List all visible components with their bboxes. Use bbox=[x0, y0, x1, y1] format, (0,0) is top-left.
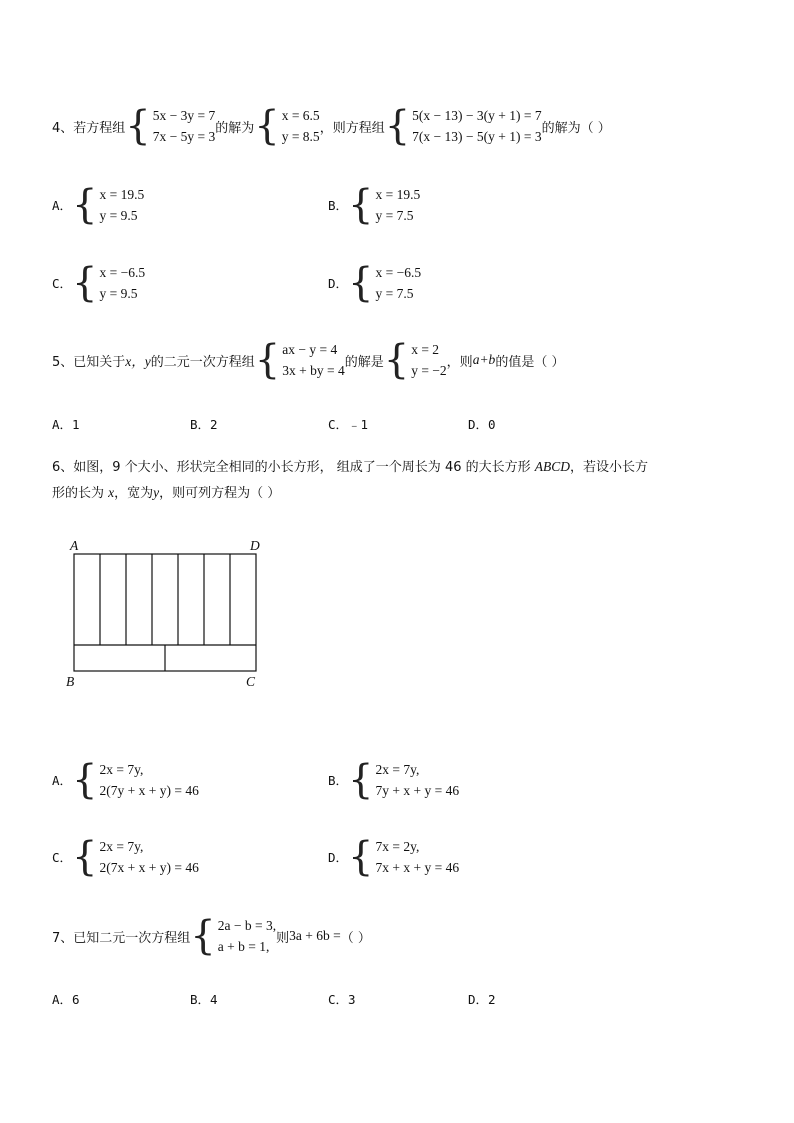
equation: y = 9.5 bbox=[99, 286, 138, 301]
brace-icon: { bbox=[383, 337, 410, 383]
equation: y = −2 bbox=[411, 363, 447, 378]
equation: y = 9.5 bbox=[99, 208, 138, 223]
q6-text: ，则可列方程为（ ） bbox=[159, 486, 281, 501]
brace-icon: { bbox=[72, 260, 98, 306]
q5-mid-2: ，则 bbox=[446, 354, 473, 370]
q7-mid: 则 bbox=[276, 930, 290, 946]
option-label: B． bbox=[328, 773, 349, 788]
equation: 2x = 7y, bbox=[99, 839, 144, 854]
q5-option-c[interactable]: C．﹣1 bbox=[328, 417, 369, 432]
q6-option-c[interactable] bbox=[52, 836, 199, 878]
option-label: C． bbox=[52, 276, 73, 291]
q5-vars: x，y bbox=[125, 354, 151, 369]
equation: x = −6.5 bbox=[375, 265, 422, 280]
q5-system-1 bbox=[282, 339, 344, 381]
q6-var-x: x bbox=[108, 485, 115, 500]
q6-option-b[interactable] bbox=[328, 759, 459, 801]
option-label: A． bbox=[52, 198, 73, 213]
q4-option-c[interactable] bbox=[52, 262, 145, 304]
equation: x = 19.5 bbox=[375, 187, 421, 202]
option-label: C． bbox=[52, 850, 73, 865]
question-7 bbox=[52, 915, 371, 957]
equation: 2x = 7y, bbox=[375, 762, 420, 777]
equation: 7x = 2y, bbox=[375, 839, 420, 854]
q6-text: 6、如图，9 个大小、形状完全相同的小长方形， 组成了一个周长为 46 的大长方形 bbox=[52, 460, 535, 475]
q4-mid-2: ，则方程组 bbox=[319, 120, 385, 136]
q7-suffix: （ ） bbox=[340, 930, 371, 946]
q4-option-b[interactable] bbox=[328, 184, 420, 226]
option-system bbox=[375, 184, 420, 226]
q5-mid-0: 的二元一次方程组 bbox=[150, 354, 255, 370]
q6-option-d[interactable] bbox=[328, 836, 459, 878]
q4-system-2 bbox=[282, 105, 320, 147]
brace-icon: { bbox=[72, 834, 98, 880]
option-label: B． bbox=[328, 198, 349, 213]
brace-icon: { bbox=[384, 103, 411, 149]
q6-text: ，宽为 bbox=[114, 486, 154, 501]
q4-system-1 bbox=[153, 105, 215, 147]
q4-option-d[interactable] bbox=[328, 262, 421, 304]
q7-expr: 3a + 6b = bbox=[289, 928, 341, 943]
equation: 2(7y + x + y) = 46 bbox=[99, 783, 199, 798]
question-4 bbox=[52, 105, 611, 147]
equation: y = 7.5 bbox=[375, 286, 414, 301]
equation: 5(x − 13) − 3(y + 1) = 7 bbox=[412, 108, 542, 123]
option-system bbox=[375, 262, 421, 304]
q5-suffix: 的值是（ ） bbox=[495, 354, 565, 370]
brace-icon: { bbox=[254, 337, 281, 383]
rectangle-figure bbox=[72, 552, 260, 674]
equation: 2x = 7y, bbox=[99, 762, 144, 777]
equation: 7x − 5y = 3 bbox=[152, 129, 216, 144]
brace-icon: { bbox=[254, 103, 280, 149]
equation: x = 6.5 bbox=[281, 108, 320, 123]
q7-option-c[interactable]: C．3 bbox=[328, 992, 356, 1007]
q7-option-a[interactable]: A．6 bbox=[52, 992, 80, 1007]
brace-icon: { bbox=[190, 913, 216, 959]
option-system bbox=[99, 262, 145, 304]
q6-text: 形的长为 bbox=[52, 486, 109, 501]
question-6-line-2 bbox=[52, 482, 280, 501]
q6-option-a[interactable] bbox=[52, 759, 199, 801]
q7-prefix: 7、已知二元一次方程组 bbox=[52, 930, 191, 946]
brace-icon: { bbox=[72, 757, 98, 803]
option-system bbox=[99, 836, 198, 878]
question-6-line-1 bbox=[52, 456, 648, 475]
equation: 7(x − 13) − 5(y + 1) = 3 bbox=[412, 129, 542, 144]
q5-prefix: 5、已知关于 bbox=[52, 354, 126, 370]
q5-option-d[interactable]: D．0 bbox=[468, 417, 496, 432]
q4-prefix: 4、若方程组 bbox=[52, 120, 126, 136]
q6-text: ，若设小长方 bbox=[570, 460, 649, 475]
option-label: A． bbox=[52, 773, 73, 788]
q5-option-a[interactable]: A．1 bbox=[52, 417, 80, 432]
vertex-label-d: D bbox=[250, 538, 260, 553]
equation: 2a − b = 3, bbox=[217, 918, 277, 933]
vertex-label-b: B bbox=[66, 674, 75, 689]
equation: x = −6.5 bbox=[99, 265, 146, 280]
vertex-label-a: A bbox=[70, 538, 79, 553]
option-system bbox=[375, 836, 459, 878]
q6-rect-name: ABCD bbox=[534, 459, 570, 474]
brace-icon: { bbox=[348, 757, 374, 803]
equation: 7y + x + y = 46 bbox=[375, 783, 460, 798]
q5-system-2 bbox=[411, 339, 446, 381]
equation: y = 7.5 bbox=[375, 208, 414, 223]
q4-mid-1: 的解为 bbox=[215, 120, 255, 136]
q4-system-3 bbox=[412, 105, 541, 147]
equation: 3x + by = 4 bbox=[282, 363, 345, 378]
vertex-label-c: C bbox=[246, 674, 256, 689]
option-system bbox=[99, 759, 198, 801]
equation: 2(7x + x + y) = 46 bbox=[99, 860, 199, 875]
option-label: D． bbox=[328, 276, 349, 291]
brace-icon: { bbox=[348, 834, 374, 880]
brace-icon: { bbox=[72, 182, 98, 228]
brace-icon: { bbox=[348, 182, 374, 228]
brace-icon: { bbox=[125, 103, 151, 149]
option-system bbox=[375, 759, 459, 801]
equation: ax − y = 4 bbox=[282, 342, 338, 357]
option-system bbox=[99, 184, 144, 226]
brace-icon: { bbox=[348, 260, 374, 306]
equation: y = 8.5 bbox=[281, 129, 320, 144]
q5-mid-1: 的解是 bbox=[344, 354, 384, 370]
question-5 bbox=[52, 339, 564, 381]
equation: x = 19.5 bbox=[99, 187, 145, 202]
q7-option-d[interactable]: D．2 bbox=[468, 992, 496, 1007]
q7-option-b[interactable]: B．4 bbox=[190, 992, 218, 1007]
equation: x = 2 bbox=[411, 342, 440, 357]
q5-expr: a+b bbox=[472, 352, 496, 367]
equation: 7x + x + y = 46 bbox=[375, 860, 460, 875]
q4-suffix: 的解为（ ） bbox=[541, 120, 611, 136]
equation: a + b = 1, bbox=[217, 939, 270, 954]
q7-system bbox=[218, 915, 276, 957]
q4-option-a[interactable] bbox=[52, 184, 144, 226]
equation: 5x − 3y = 7 bbox=[152, 108, 216, 123]
q6-var-y: y bbox=[153, 485, 160, 500]
q5-option-b[interactable]: B．2 bbox=[190, 417, 218, 432]
option-label: D． bbox=[328, 850, 349, 865]
